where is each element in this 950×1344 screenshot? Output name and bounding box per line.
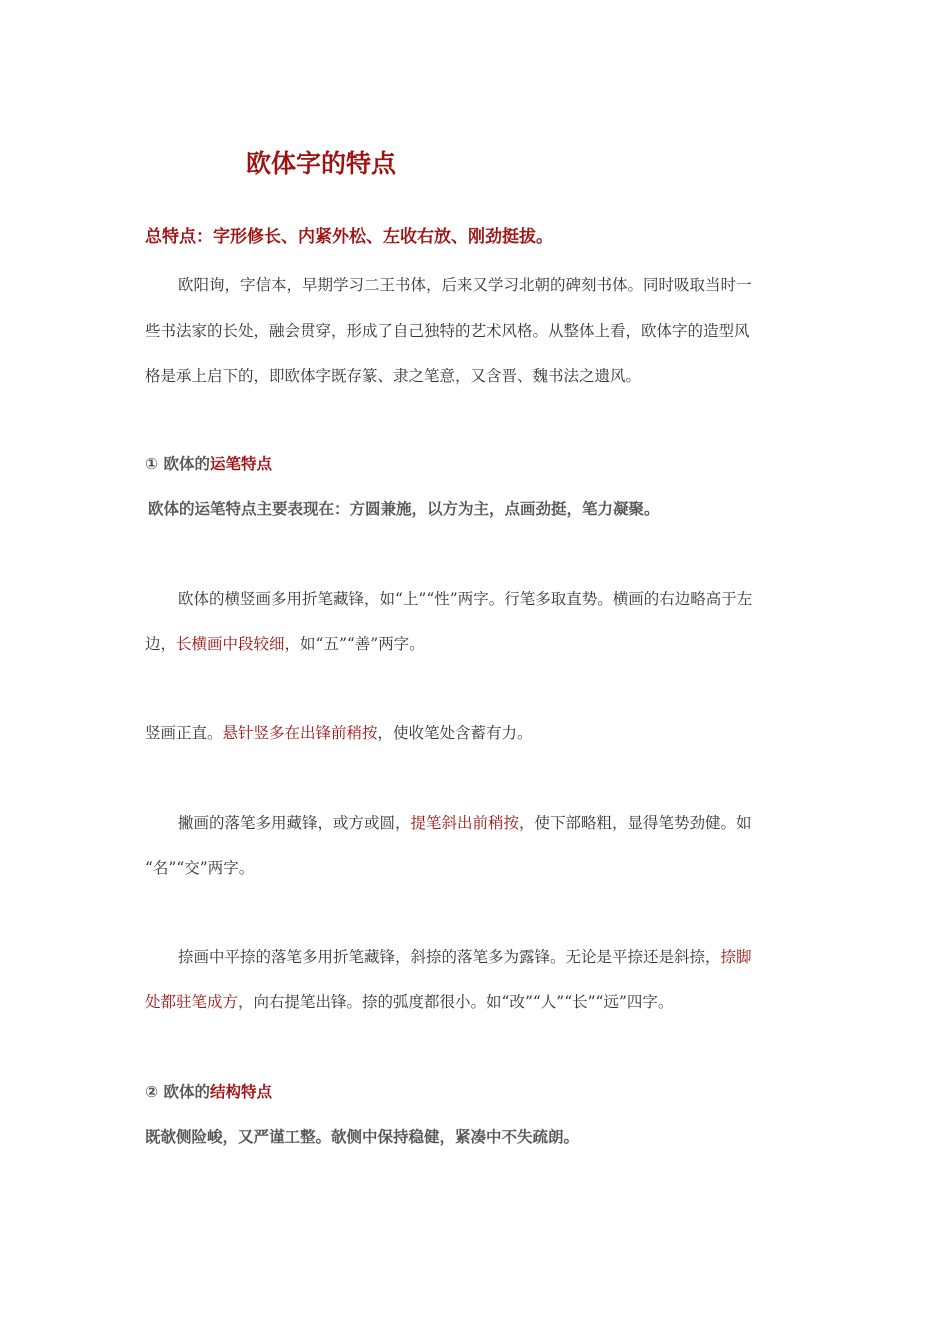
section-2-heading bbox=[145, 1080, 272, 1102]
section-2-prefix: ② 欧体的 bbox=[145, 1083, 211, 1101]
shu-line bbox=[145, 721, 533, 743]
pie-line-1 bbox=[178, 811, 752, 833]
heng-line-2-b: ，如“五”“善”两字。 bbox=[284, 635, 425, 653]
na-line-1 bbox=[178, 945, 752, 967]
document-title: 欧体字的特点 bbox=[246, 149, 397, 178]
pie-line-1-b: ，使下部略粗，显得笔势劲健。如 bbox=[519, 814, 752, 832]
section-1-summary: 欧体的运笔特点主要表现在：方圆兼施，以方为主，点画劲挺，笔力凝聚。 bbox=[148, 500, 660, 518]
na-line-1-highlight: 捺脚 bbox=[720, 948, 752, 966]
na-line-1-a: 捺画中平捺的落笔多用折笔藏锋，斜捺的落笔多为露锋。无论是平捺还是斜捺， bbox=[178, 948, 721, 966]
pie-line-2: “名”“交”两字。 bbox=[145, 859, 255, 877]
na-line-2-b: ，向右提笔出锋。捺的弧度都很小。如“改”“人”“长”“远”四字。 bbox=[238, 993, 674, 1011]
na-line-2 bbox=[145, 990, 673, 1012]
intro-line-3: 格是承上启下的，即欧体字既存篆、隶之笔意，又含晋、魏书法之遗风。 bbox=[145, 367, 642, 385]
pie-line-1-a: 撇画的落笔多用藏锋，或方或圆， bbox=[178, 814, 411, 832]
shu-line-b: ，使收笔处含蓄有力。 bbox=[377, 724, 533, 742]
intro-line-1: 欧阳询，字信本，早期学习二王书体，后来又学习北朝的碑刻书体。同时吸取当时一 bbox=[178, 276, 752, 294]
shu-line-a: 竖画正直。 bbox=[145, 724, 223, 742]
intro-line-2: 些书法家的长处，融会贯穿，形成了自己独特的艺术风格。从整体上看，欧体字的造型风 bbox=[145, 322, 750, 340]
heng-line-2 bbox=[145, 632, 425, 654]
shu-line-highlight: 悬针竖多在出锋前稍按 bbox=[222, 724, 378, 742]
summary-heading: 总特点：字形修长、内紧外松、左收右放、刚劲挺拔。 bbox=[145, 227, 553, 247]
heng-line-2-highlight: 长横画中段较细 bbox=[176, 635, 285, 653]
section-1-highlight: 运笔特点 bbox=[210, 455, 273, 473]
heng-line-1: 欧体的横竖画多用折笔藏锋，如“上”“性”两字。行笔多取直势。横画的右边略高于左 bbox=[178, 590, 753, 608]
section-1-prefix: ① 欧体的 bbox=[145, 455, 211, 473]
na-line-2-highlight: 处都驻笔成方 bbox=[145, 993, 239, 1011]
section-1-heading bbox=[145, 452, 272, 474]
section-2-highlight: 结构特点 bbox=[210, 1083, 273, 1101]
pie-line-1-highlight: 提笔斜出前稍按 bbox=[410, 814, 520, 832]
heng-line-2-a: 边， bbox=[145, 635, 177, 653]
section-2-summary: 既欹侧险峻，又严谨工整。欹侧中保持稳健，紧凑中不失疏朗。 bbox=[145, 1128, 580, 1146]
